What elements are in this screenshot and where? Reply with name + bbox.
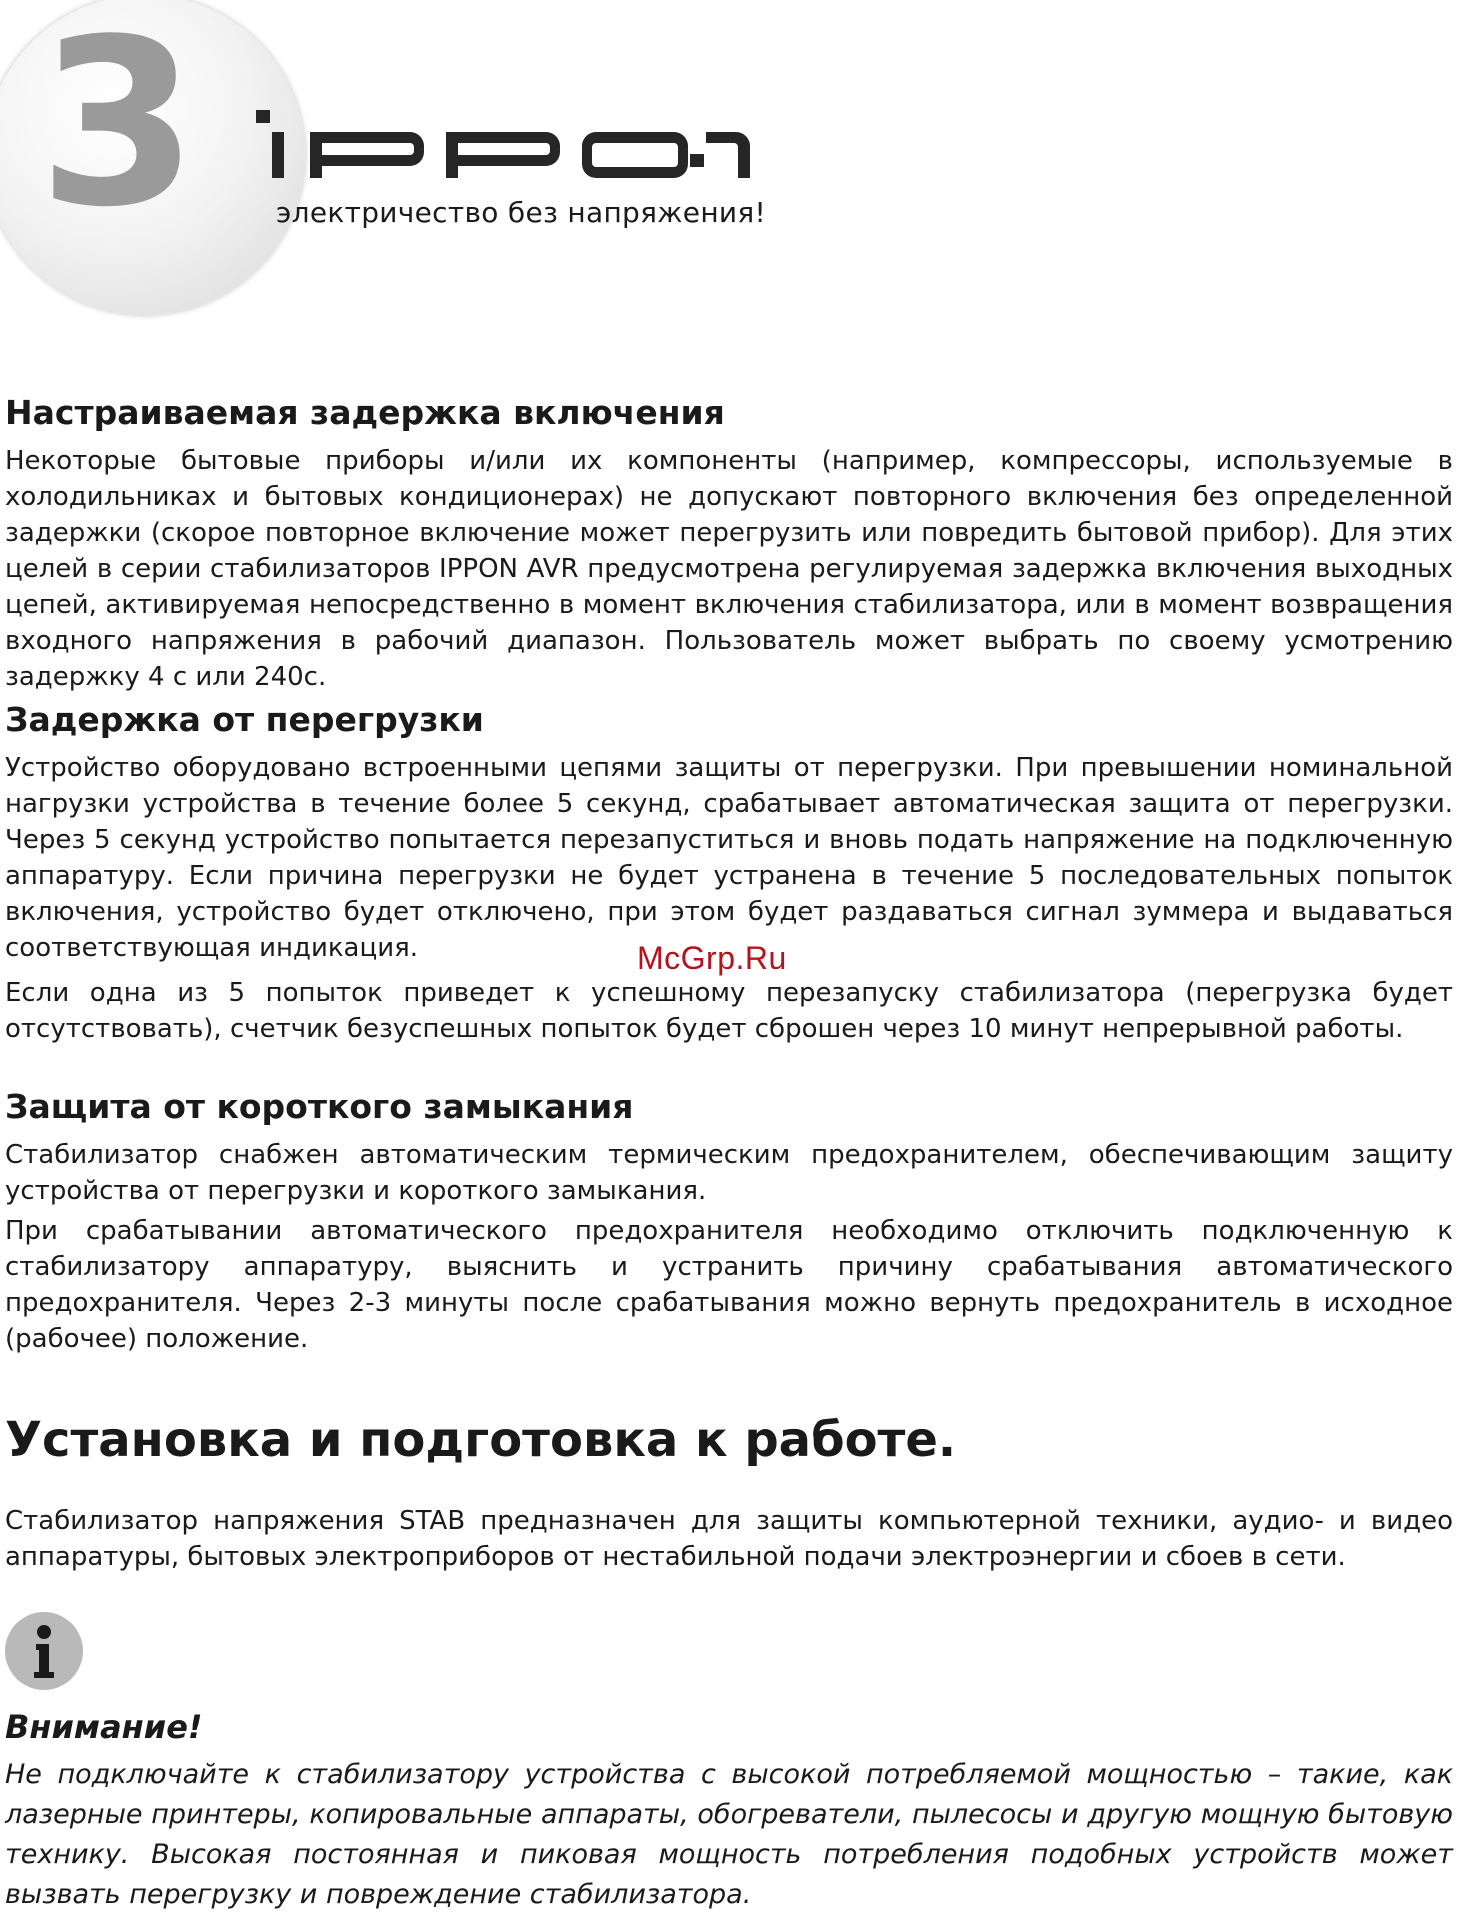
watermark: McGrp.Ru xyxy=(637,940,787,976)
section-paragraph: Некоторые бытовые приборы и/или их компоненты (например, компрессоры, используемые в холодильниках и бытовых кондиционерах) не допускают повторного включения без определенной задержки (скорое повторное включение может перегрузить или повредить бытовой прибор). Для этих целей в серии стабилизаторов IPPON AVR предусмотрена регулируемая задержка включения выходных цепей, активируемая непосредственно в момент включения стабилизатора, или в момент возвращения входного напряжения в рабочий диапазон. Пользователь может выбрать по своему усмотрению задержку 4 с или 240с. xyxy=(5,446,1453,692)
page-number: 3 xyxy=(38,0,193,258)
section-paragraph: Если одна из 5 попыток приведет к успешному перезапуску стабилизатора (перегрузка будет отсутствовать), счетчик безуспешных попыток будет сброшен через 10 минут непрерывной работы. xyxy=(5,978,1453,1044)
info-icon xyxy=(5,1612,83,1690)
installation-heading: Установка и подготовка к работе. xyxy=(5,1412,957,1468)
warning-title: Внимание! xyxy=(5,1708,203,1746)
section-heading-short-circuit: Защита от короткого замыкания xyxy=(5,1087,634,1126)
section-heading-startup-delay: Настраиваемая задержка включения xyxy=(5,393,725,432)
tagline: электричество без напряжения! xyxy=(276,196,767,229)
ippon-logo xyxy=(250,110,750,190)
section-heading-overload-delay: Задержка от перегрузки xyxy=(5,700,484,739)
section-paragraph: При срабатывании автоматического предохранителя необходимо отключить подключенную к стабилизатору аппаратуру, выяснить и устранить причину срабатывания автоматического предохранителя. Через 2-3 минуты после срабатывания можно вернуть предохранитель в исходное (рабочее) положение. xyxy=(5,1216,1453,1354)
section-paragraph: Устройство оборудовано встроенными цепями защиты от перегрузки. При превышении номинальной нагрузки устройства в течение более 5 секунд, срабатывает автоматическая защита от перегрузки. Через 5 секунд устройство попытается перезапуститься и вновь подать напряжение на подключенную аппаратуру. Если причина перегрузки не будет устранена в течение 5 последовательных попыток включения, устройство будет отключено, при этом будет раздаваться сигнал зуммера и выдаваться соответствующая индикация. xyxy=(5,753,1453,963)
warning-text: Не подключайте к стабилизатору устройства с высокой потребляемой мощностью – такие, как лазерные принтеры, копировальные аппараты, обогреватели, пылесосы и другую мощную бытовую технику. Высокая постоянная и пиковая мощность потребления подобных устройств может вызвать перегрузку и повреждение стабилизатора. xyxy=(5,1759,1453,1910)
section-paragraph: Стабилизатор снабжен автоматическим термическим предохранителем, обеспечивающим защиту устройства от перегрузки и короткого замыкания. xyxy=(5,1140,1453,1206)
installation-paragraph: Стабилизатор напряжения STAB предназначен для защиты компьютерной техники, аудио- и видео аппаратуры, бытовых электроприборов от нестабильной подачи электроэнергии и сбоев в сети. xyxy=(5,1506,1453,1572)
